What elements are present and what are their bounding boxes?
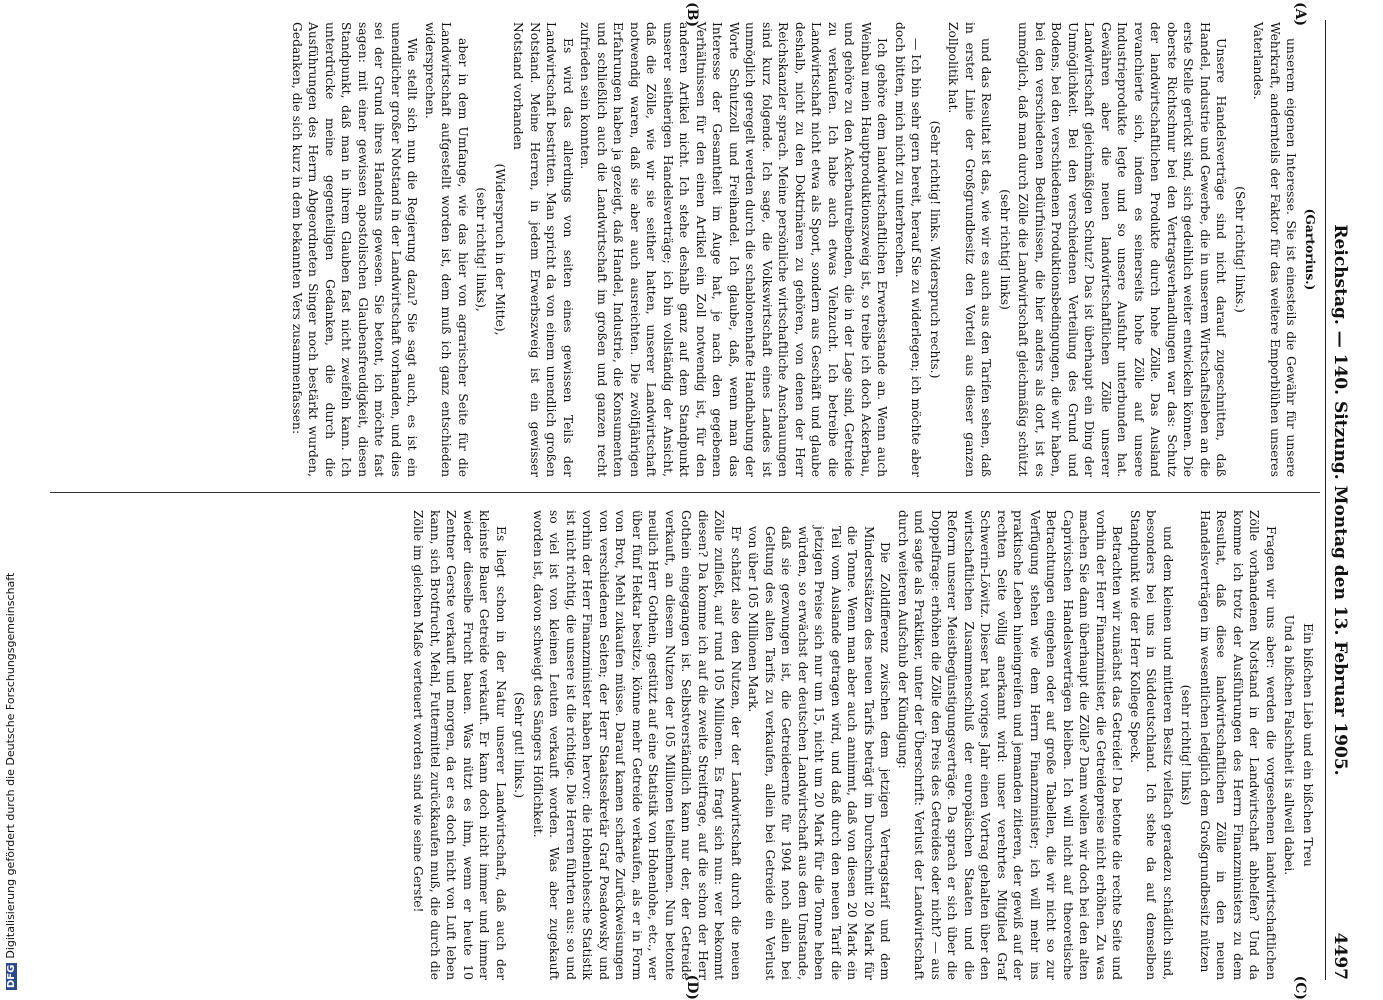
paragraph: Wie stellt sich nun die Regierung dazu? Sie sagt auch, es ist ein unendlicher großer Notstand in der Landwirtschaft vorhanden, und dies sei der Grund ihres Handelns gewesen. Sie betont, ich möchte fast sagen: mit einer gewissen apostolischen Glaubensfreudigkeit, diesen Standpunkt, daß man in ihrem Glauben fast nicht zweifeln kann. Ich unterdrücke meine gegenteiligen Gedanken, die durch die Ausführungen des Herrn Abgeordneten Singer noch bestärkt wurden, Gedanken, die sich kurz in dem bekannten Vers zusammenfassen: [290, 22, 420, 477]
footer-strip [0, 0, 22, 1000]
funding-credit [4, 573, 17, 990]
funding-credit-text: Digitalisierung gefördert durch die Deutsche Forschungsgemeinschaft [4, 572, 17, 959]
paragraph: und dem kleinen und mittleren Besitz vielfach geradezu schädlich sind, besonders bei uns in Süddeutschland. Ich stehe da auf demselben Standpunkt wie der Herr Kollege Speck. [1128, 510, 1175, 980]
dfg-logo: DFG [6, 964, 17, 988]
paragraph: Ich gehöre dem landwirtschaftlichen Erwerbsstande an. Wenn auch Weinbau mein Hauptproduktionszweig ist, so treibe ich doch Ackerbau, und gehöre zu den Ackerbautreibenden, die in der Lage sind, Getreide zu verkaufen. Ich habe auch etwas Viehzucht. Ich betreibe die Landwirtschaft nicht etwa als Sport, sondern aus Geschäft und glaube deshalb, nicht zu den Doktrinären zu gehören, von denen der Herr Reichskanzler sprach. Meine persönliche wirtschaftliche Anschauungen sind kurz folgende. Ich sage, die Volkswirtschaft eines Landes ist unmöglich geregelt werden durch die schablonenhafte Handhabung der Worte Schutzzoll und Freihandel. Ich glaube, daß, wenn man das Interesse der Gesamtheit im Auge hat, je nach den gegebenen Verhältnissen für den einen Artikel ein Zoll notwendig ist, für den anderen Artikel nicht. Ich stehe deshalb ganz auf dem Standpunkt unserer seitherigen Handelsverträge; ich bin vollständig der Ansicht, daß die Zölle, wie wir sie seither hatten, unserer Landwirtschaft notwendig waren, daß sie aber auch ausreichten. Die zwölfjährigen Erfahrungen haben ja gezeigt, daß Handel, Industrie, die Konsumenten und schließlich auch die Landwirtschaft im großen und ganzen recht zufrieden sein konnten. [578, 22, 890, 477]
interjection: (sehr richtig! links) [998, 189, 1012, 310]
page-header [1325, 20, 1352, 980]
margin-mark-a: (A) [1292, 2, 1308, 27]
interjection: (Sehr richtig! links. Widerspruch rechts.) [928, 120, 942, 379]
interjection: (sehr richtig! links) [1179, 684, 1194, 806]
header-title: Reichstag. — 140. Sitzung. Montag den 13. Februar 1905. [1330, 224, 1350, 776]
paragraph: — Ich bin sehr gern bereit, herauf Sie zu widerlegen; ich möchte aber doch bitten, mich nicht zu unterbrechen. [893, 22, 924, 477]
verse-line: Ein bißchen Lieb und ein bißchen Treu [1301, 623, 1315, 867]
interjection: (Sehr gut! links.) [512, 691, 527, 799]
margin-mark-c: (C) [1292, 975, 1308, 1000]
page-number: 4497 [1330, 932, 1350, 980]
paragraph: Betrachten wir zunächst das Getreide! Da betonte die rechte Seite und vorhin der Herr Finanzminister, die Getreidepreise nicht erhöhen. Zu was machen Sie dann überhaupt die Zölle? Dann wollen wir doch bei den alten Caprivischen Handelsverträgen bleiben. Ich will nicht auf theoretische Betrachtungen eingehen oder auf große Tabellen, die wir nicht so zur Verfügung stehen wie dem Herrn Finanzminister; ich will mehr ins praktische Leben hineingreifen und jemanden zitieren, der gewiß auf der rechten Seite völlig anerkannt wird: unser verehrtes Mitglied Graf Schwerin-Löwitz. Dieser hat voriges Jahr einen Vortrag gehalten über den wirtschaftlichen Zusammenschluß der europäischen Staaten und die Reform unserer Meistbegünstigungsverträge. Da sprach er sich über die Doppelfrage: erhöhen die Zölle den Preis des Getreides oder nicht? — aus und sagte als Praktiker, unter der Überschrift: Verlust der Landwirtschaft durch weiteren Aufschub der Kündigung: [896, 510, 1125, 980]
margin-mark-d: (D) [684, 974, 700, 1000]
left-column [40, 22, 1318, 477]
verse-line: Und a bißchen Falschheit is allweil dabei. [1282, 614, 1297, 876]
interjection: (sehr richtig! links), [474, 187, 489, 312]
paragraph: Es wird das allerdings von seiten eines gewissen Teils der Landwirtschaft bestritten. Man spricht da von einem unendlich großen Notstand. Meine Herren, in jedem Erwerbszweig ist ein gewisser Notstand vorhanden [511, 22, 575, 477]
paragraph: aber in dem Umfange, wie das hier von agrarischer Seite für die Landwirtschaft aufgestellt worden ist, dem muß ich ganz entschieden widersprechen. [423, 22, 470, 477]
margin-mark-b: (B) [684, 2, 700, 28]
rotated-document-page [30, 0, 1360, 1000]
interjection: (Widerspruch in der Mitte), [493, 163, 507, 336]
speaker-name: (Gartorius.) [1303, 208, 1318, 291]
quoted-paragraph: Die Zolldifferenz zwischen dem jetzigen Vertragstarif und dem Minderstsätzen des neuen Tarifs beträgt im Durchschnitt 20 Mark für die Tonne. Wenn man aber auch annimmt, daß von diesen 20 Mark ein Teil vom Auslande getragen wird, und daß durch den neuen Tarif die jetzigen Preise sich nur um 15, nicht um 20 Mark für die Tonne heben würden, so erwächst der deutschen Landwirtschaft aus dem Umstande, daß sie gezwungen ist, die Getreideernte für 1904 noch allein bei Geltung des alten Tarifs zu verkaufen, allein bei Getreide ein Verlust von über 105 Millionen Mark. [746, 526, 893, 980]
right-column [40, 510, 1318, 980]
interjection: (Sehr richtig! links.) [1233, 186, 1247, 313]
paragraph: Fragen wir uns aber: werden die vorgesehenen landwirtschaftlichen Zölle vorhandenen Notstand in der Landwirtschaft abhelfen? Und da komme ich trotz der Ausführungen des Herrn Finanzministers zu dem Resultat, daß diese landwirtschaftlichen Zölle in den neuen Handelsverträgen im wesentlichen lediglich dem Großgrundbesitz nützen [1198, 510, 1278, 980]
paragraph: unserem eigenen Interesse. Sie ist einesteils die Gewähr für unsere Wehrkraft, andernteils der Faktor für das weitere Emporblühen unseres Vaterlandes. [1251, 22, 1299, 477]
paragraph: Es liegt schon in der Natur unserer Landwirtschaft, daß auch der kleinste Bauer Getreide verkauft. Er kann doch nicht immer und immer wieder dieselbe Frucht bauen. Was nützt es ihm, wenn er heute 10 Zentner Gerste verkauft und morgen, da er es doch nicht von Luft leben kann, sich Brotfrucht, Mehl, Futtermittel zurückkaufen muß, die durch die Zölle im gleichen Maße verteuert worden sind wie seine Gerste! [411, 510, 508, 980]
column-divider [50, 492, 1320, 493]
paragraph: Er schätzt also den Nutzen, der der Landwirtschaft durch die neuen Zölle zufließt, auf rund 105 Millionen. Es fragt sich nun: wer bekommt diesen? Da komme ich auf die zweite Streitfrage, auf die schon der Herr Gothein eingegangen ist. Selbstverständlich kann nur der, der Getreide verkauft, an diesem Nutzen der 105 Millionen teilnehmen. Nun betonte neulich Herr Gothein, gestützt auf eine Statistik von Hohenlohe, etc., wer über fünf Hektar besitze, könne mehr Getreide verkaufen, als er in Form von Brot, Mehl zukaufen müsse. Darauf kamen scharfe Zurückweisungen von verschiedenen Seiten; der Herr Staatssekretär Graf Posadowsky und vorhin der Herr Finanzminister haben hervor: die Hohenlohesche Statistik ist nicht richtig, die unsere ist die richtige. Die Herren führten aus: so und so viel ist von kleinen Leuten verkauft worden. Was aber zugekauft worden ist, davon schweigt des Sängers Höflichkeit. [531, 510, 743, 980]
paragraph: und das Resultat ist das, wie wir es auch aus den Tarifen sehen, daß in erster Linie der Großgrundbesitz den Vorteil aus dieser ganzen Zollpolitik hat. [946, 22, 994, 477]
paragraph: Unsere Handelsverträge sind nicht darauf zugeschnitten, daß Handel, Industrie und Gewerbe, die in unserem Wirtschaftsleben an die erste Stelle gerückt sind, sich gedeihlich weiter entwickeln können. Die oberste Richtschnur bei den Vertragsverhandlungen war das: Schutz der landwirtschaftlichen Produkte durch hohe Zölle. Das Ausland revanchierte sich, indem es seinerseits hohe Zölle auf unsere Industrieprodukte legte und so unsere Ausfuhr unterbunden hat. Gewähren aber die neuen landwirtschaftlichen Zölle unserer Landwirtschaft gleichmäßigen Schutz? Das ist überhaupt ein Ding der Unmöglichkeit. Bei den verschiedenen Verteilung des Grund und Bodens, bei den verschiedenen Produktionsbedingungen, die wir haben, bei den verschiedenen Bedürfnissen, die hier anders als dort, ist es unmöglich, daß man durch Zölle die Landwirtschaft gleichmäßig schützt [1016, 22, 1229, 477]
